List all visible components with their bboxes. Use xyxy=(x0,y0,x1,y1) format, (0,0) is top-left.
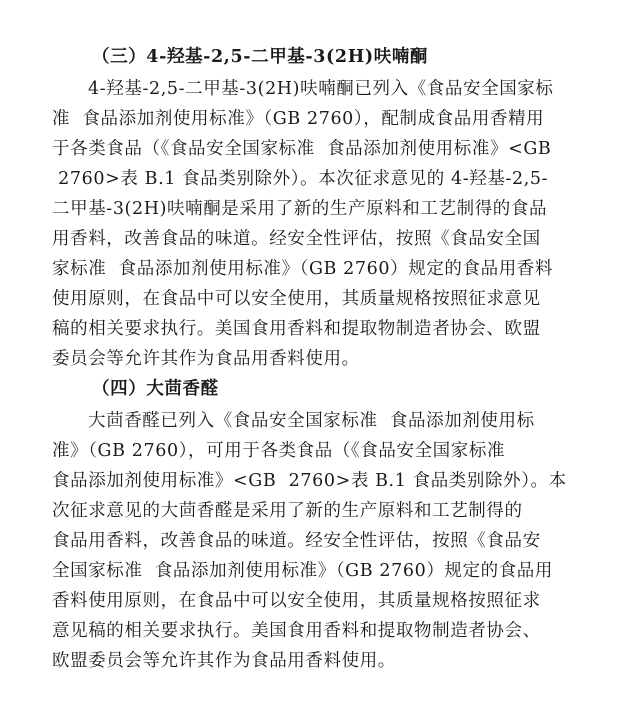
section-4-line-8: 意见稿的相关要求执行。美国食用香料和提取物制造者协会、 xyxy=(52,621,541,641)
section-4-line-4: 次征求意见的大茴香醛是采用了新的生产原料和工艺制得的 xyxy=(52,501,523,521)
section-3-line-7: 家标准 食品添加剂使用标准》（GB 2760）规定的食品用香料 xyxy=(52,259,554,279)
section-3-line-6: 用香料，改善食品的味道。经安全性评估，按照《食品安全国 xyxy=(52,229,541,249)
section-4-line-5: 食品用香料，改善食品的味道。经安全性评估，按照《食品安 xyxy=(52,531,541,551)
section-4-heading: （四）大茴香醛 xyxy=(92,379,219,399)
section-4-line-2: 准》（GB 2760），可用于各类食品（《食品安全国家标准 xyxy=(52,441,506,461)
section-4-line-9: 欧盟委员会等允许其作为食品用香料使用。 xyxy=(52,651,396,671)
section-3-line-10: 委员会等允许其作为食品用香料使用。 xyxy=(52,349,360,369)
section-4-line-6: 全国家标准 食品添加剂使用标准》（GB 2760）规定的食品用 xyxy=(52,561,554,581)
section-4-line-1: 大茴香醛已列入《食品安全国家标准 食品添加剂使用标 xyxy=(88,411,535,431)
section-4-line-7: 香料使用原则，在食品中可以安全使用，其质量规格按照征求 xyxy=(52,591,541,611)
section-3-line-5: 二甲基-3(2H)呋喃酮是采用了新的生产原料和工艺制得的食品 xyxy=(52,199,548,219)
section-3-line-4: 2760>表 B.1 食品类别除外）。本次征求意见的 4-羟基-2,5- xyxy=(52,169,549,189)
section-3-line-9: 稿的相关要求执行。美国食用香料和提取物制造者协会、欧盟 xyxy=(52,319,541,339)
section-4-line-3: 食品添加剂使用标准》<GB 2760>表 B.1 食品类别除外）。本 xyxy=(52,471,567,491)
section-3-line-3: 于各类食品（《食品安全国家标准 食品添加剂使用标准》<GB xyxy=(52,139,552,159)
section-3-heading: （三）4-羟基-2,5-二甲基-3(2H)呋喃酮 xyxy=(92,47,429,67)
section-3-line-1: 4-羟基-2,5-二甲基-3(2H)呋喃酮已列入《食品安全国家标 xyxy=(88,79,554,99)
section-3-line-8: 使用原则，在食品中可以安全使用，其质量规格按照征求意见 xyxy=(52,289,541,309)
section-3-line-2: 准 食品添加剂使用标准》（GB 2760），配制成食品用香精用 xyxy=(52,109,545,129)
